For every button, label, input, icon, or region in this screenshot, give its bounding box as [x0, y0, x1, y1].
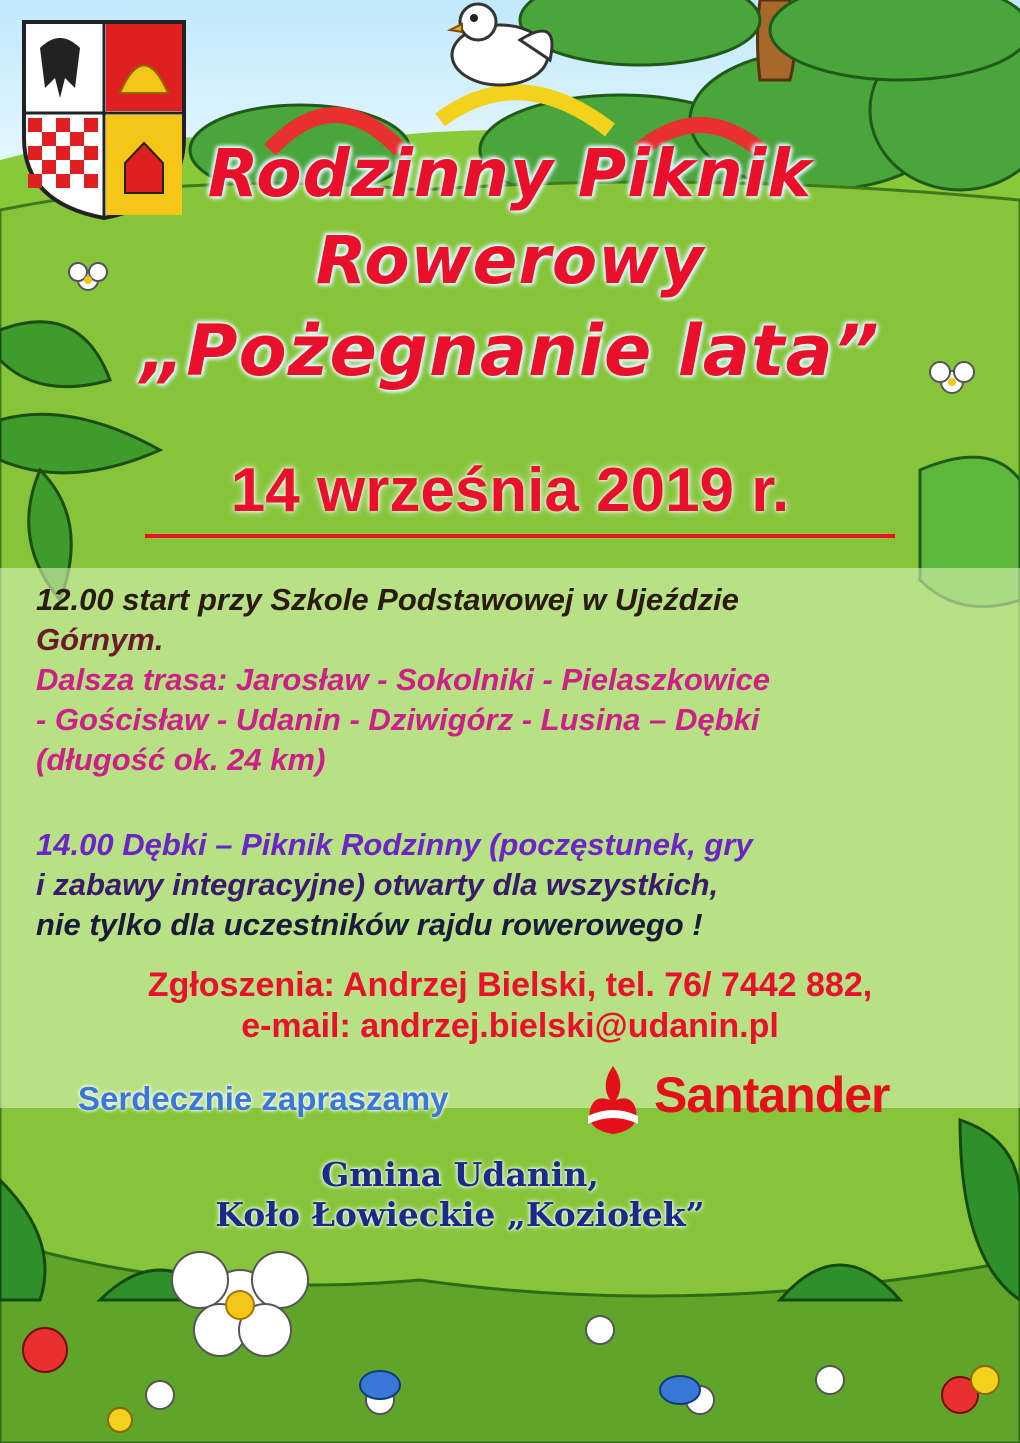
date-underline — [145, 534, 895, 538]
contact-email[interactable]: e-mail: andrzej.bielski@udanin.pl — [241, 1007, 779, 1045]
route-line: Dalsza trasa: Jarosław - Sokolniki - Pielaszkowice — [36, 662, 770, 697]
invitation-text: Serdecznie zapraszamy — [78, 1080, 449, 1117]
route-info — [36, 660, 1016, 780]
picnic-info-cont: i zabawy integracyjne) otwarty dla wszystkich, — [36, 867, 719, 902]
organizer-line-1: Gmina Udanin, — [321, 1155, 599, 1194]
route-length: (długość ok. 24 km) — [36, 742, 326, 777]
event-subtitle: „Pożegnanie lata” — [140, 310, 880, 392]
start-info: 12.00 start przy Szkole Podstawowej w Ujeździe — [36, 582, 739, 617]
picnic-info-note: nie tylko dla uczestników rajdu rowerowego ! — [36, 907, 703, 942]
event-title-line-2: Rowerowy — [315, 222, 705, 299]
organizer-line-2: Koło Łowieckie „Koziołek” — [215, 1195, 705, 1234]
picnic-info: 14.00 Dębki – Piknik Rodzinny (poczęstunek, gry — [36, 827, 753, 862]
event-date: 14 września 2019 r. — [230, 456, 790, 525]
event-title-line-1: Rodzinny Piknik — [207, 135, 813, 212]
route-line: - Gościsław - Udanin - Dziwigórz - Lusina – Dębki — [36, 702, 760, 737]
start-info-cont: Górnym. — [36, 622, 164, 657]
contact-phone: Zgłoszenia: Andrzej Bielski, tel. 76/ 7442 882, — [147, 966, 873, 1004]
sponsor-name: Santander — [654, 1067, 890, 1123]
sponsor-logo — [578, 1060, 948, 1140]
santander-flame-icon — [578, 1064, 648, 1136]
